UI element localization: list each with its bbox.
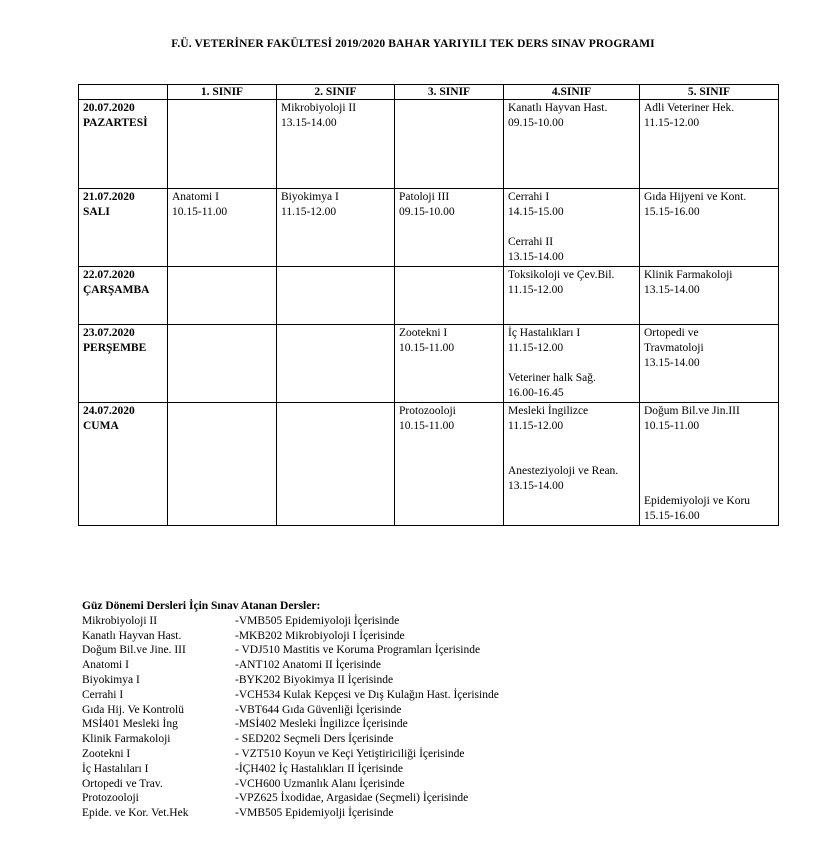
exam-cell — [277, 100, 395, 189]
course-name-continued: Travmatoloji — [644, 342, 704, 354]
exam-cell — [504, 403, 640, 526]
header-row — [79, 85, 779, 100]
course-name: Anesteziyoloji ve Rean. — [508, 465, 619, 477]
note-text: -VCH534 Kulak Kepçesi ve Dış Kulağın Hast. İçerisinde — [235, 688, 499, 701]
date-label: 21.07.2020 — [83, 191, 135, 203]
course-name: Ortopedi ve — [644, 327, 699, 339]
note-course: İç Hastalıları I — [82, 762, 149, 775]
date-label: 20.07.2020 — [83, 102, 135, 114]
exam-cell — [277, 325, 395, 403]
exam-cell — [504, 100, 640, 189]
exam-cell — [395, 189, 504, 267]
exam-cell — [395, 267, 504, 325]
exam-cell — [277, 403, 395, 526]
note-course: Cerrahi I — [82, 688, 124, 701]
note-course: Zootekni I — [82, 747, 131, 760]
day-label: ÇARŞAMBA — [83, 284, 150, 296]
exam-time: 10.15-11.00 — [399, 342, 455, 354]
exam-time: 15.15-16.00 — [644, 206, 700, 218]
day-cell — [79, 267, 168, 325]
exam-cell — [168, 189, 277, 267]
table-row — [79, 325, 779, 403]
date-label: 22.07.2020 — [83, 269, 135, 281]
exam-time: 13.15-14.00 — [644, 357, 700, 369]
course-name: Doğum Bil.ve Jin.III — [644, 405, 740, 417]
course-name: Mikrobiyoloji II — [281, 102, 357, 114]
day-label: PAZARTESİ — [83, 117, 148, 129]
course-name: Adli Veteriner Hek. — [644, 102, 735, 114]
exam-cell — [277, 267, 395, 325]
course-name: Kanatlı Hayvan Hast. — [508, 102, 608, 114]
course-name: Mesleki İngilizce — [508, 405, 589, 417]
table-row — [79, 403, 779, 526]
note-course: Epide. ve Kor. Vet.Hek — [82, 807, 189, 820]
exam-cell — [640, 267, 779, 325]
list-item — [82, 658, 499, 673]
course-name: Gıda Hijyeni ve Kont. — [644, 191, 747, 203]
exam-cell — [640, 325, 779, 403]
course-name: Veteriner halk Sağ. — [508, 372, 596, 384]
exam-cell — [504, 189, 640, 267]
header-class-3: 3. SINIF — [395, 85, 504, 100]
note-text: -VPZ625 İxodidae, Argasidae (Seçmeli) İçerisinde — [235, 792, 469, 805]
list-item — [82, 673, 499, 688]
day-label: SALI — [83, 206, 110, 218]
exam-cell — [277, 189, 395, 267]
course-name: Epidemiyoloji ve Koru — [644, 495, 751, 507]
day-cell — [79, 325, 168, 403]
header-class-1: 1. SINIF — [168, 85, 277, 100]
course-name: Toksikoloji ve Çev.Bil. — [508, 269, 615, 281]
list-item — [82, 629, 499, 644]
note-text: -VCH600 Uzmanlık Alanı İçerisinde — [235, 777, 405, 790]
course-name: Anatomi I — [172, 191, 219, 203]
note-course: Biyokimya I — [82, 673, 140, 686]
note-course: Mikrobiyoloji II — [82, 614, 158, 627]
exam-cell — [395, 325, 504, 403]
note-text: -MSİ402 Mesleki İngilizce İçerisinde — [235, 718, 408, 731]
note-text: -İÇH402 İç Hastalıkları II İçerisinde — [235, 762, 403, 775]
header-class-4: 4.SINIF — [504, 85, 640, 100]
list-item — [82, 614, 499, 629]
day-label: CUMA — [83, 420, 119, 432]
note-course: MSİ401 Mesleki İng — [82, 718, 178, 731]
note-text: - VDJ510 Mastitis ve Koruma Programları İçerisinde — [235, 644, 481, 657]
note-course: Gıda Hij. Ve Kontrolü — [82, 703, 185, 716]
course-name: Biyokimya I — [281, 191, 339, 203]
exam-time: 13.15-14.00 — [508, 251, 564, 263]
exam-time: 11.15-12.00 — [644, 117, 700, 129]
exam-time: 11.15-12.00 — [281, 206, 337, 218]
table-row — [79, 267, 779, 325]
exam-cell — [168, 325, 277, 403]
table-row — [79, 189, 779, 267]
exam-time: 14.15-15.00 — [508, 206, 564, 218]
list-item — [82, 762, 499, 777]
exam-schedule-table — [78, 84, 779, 526]
exam-time: 13.15-14.00 — [281, 117, 337, 129]
course-name: Klinik Farmakoloji — [644, 269, 733, 281]
notes-heading: Güz Dönemi Dersleri İçin Sınav Atanan Dersler: — [82, 600, 321, 612]
exam-cell — [640, 100, 779, 189]
day-cell — [79, 189, 168, 267]
note-course: Doğum Bil.ve Jine. III — [82, 644, 186, 657]
list-item — [82, 717, 499, 732]
exam-cell — [395, 100, 504, 189]
note-course: Ortopedi ve Trav. — [82, 777, 163, 790]
exam-cell — [640, 403, 779, 526]
list-item — [82, 806, 499, 821]
course-name: Cerrahi I — [508, 191, 550, 203]
exam-time: 13.15-14.00 — [508, 480, 564, 492]
exam-time: 16.00-16.45 — [508, 387, 564, 399]
day-label: PERŞEMBE — [83, 342, 147, 354]
exam-cell — [504, 325, 640, 403]
exam-time: 11.15-12.00 — [508, 342, 564, 354]
exam-cell — [168, 100, 277, 189]
header-class-5: 5. SINIF — [640, 85, 779, 100]
exam-cell — [395, 403, 504, 526]
list-item — [82, 643, 499, 658]
course-name: Patoloji III — [399, 191, 450, 203]
note-course: Protozooloji — [82, 792, 139, 805]
course-name: İç Hastalıkları I — [508, 327, 581, 339]
course-name: Cerrahi II — [508, 236, 554, 248]
list-item — [82, 703, 499, 718]
note-course: Klinik Farmakoloji — [82, 733, 171, 746]
exam-cell — [168, 403, 277, 526]
fall-term-notes — [82, 599, 499, 821]
note-course: Kanatlı Hayvan Hast. — [82, 629, 182, 642]
note-text: -BYK202 Biyokimya II İçerisinde — [235, 673, 394, 686]
exam-time: 09.15-10.00 — [508, 117, 564, 129]
exam-time: 10.15-11.00 — [399, 420, 455, 432]
exam-time: 09.15-10.00 — [399, 206, 455, 218]
list-item — [82, 791, 499, 806]
exam-cell — [168, 267, 277, 325]
exam-time: 11.15-12.00 — [508, 284, 564, 296]
date-label: 23.07.2020 — [83, 327, 135, 339]
exam-time: 13.15-14.00 — [644, 284, 700, 296]
day-cell — [79, 100, 168, 189]
list-item — [82, 747, 499, 762]
note-text: - VZT510 Koyun ve Keçi Yetiştiriciliği İçerisinde — [235, 747, 465, 760]
note-text: -VBT644 Gıda Güvenliği İçerisinde — [235, 703, 402, 716]
course-name: Zootekni I — [399, 327, 448, 339]
list-item — [82, 688, 499, 703]
corner-cell — [79, 85, 168, 100]
note-text: -MKB202 Mikrobiyoloji I İçerisinde — [235, 629, 405, 642]
date-label: 24.07.2020 — [83, 405, 135, 417]
day-cell — [79, 403, 168, 526]
course-name: Protozooloji — [399, 405, 456, 417]
exam-time: 11.15-12.00 — [508, 420, 564, 432]
list-item — [82, 732, 499, 747]
table-row — [79, 100, 779, 189]
note-text: -VMB505 Epidemiyoloji İçerisinde — [235, 614, 400, 627]
exam-time: 15.15-16.00 — [644, 510, 700, 522]
page-title: F.Ü. VETERİNER FAKÜLTESİ 2019/2020 BAHAR YARIYILI TEK DERS SINAV PROGRAMI — [171, 38, 655, 50]
exam-time: 10.15-11.00 — [644, 420, 700, 432]
header-class-2: 2. SINIF — [277, 85, 395, 100]
note-text: -VMB505 Epidemiyolji İçerisinde — [235, 807, 394, 820]
note-course: Anatomi I — [82, 659, 129, 672]
note-text: -ANT102 Anatomi II İçerisinde — [235, 659, 381, 672]
exam-cell — [640, 189, 779, 267]
note-text: - SED202 Seçmeli Ders İçerisinde — [235, 733, 394, 746]
exam-time: 10.15-11.00 — [172, 206, 228, 218]
exam-cell — [504, 267, 640, 325]
list-item — [82, 777, 499, 792]
